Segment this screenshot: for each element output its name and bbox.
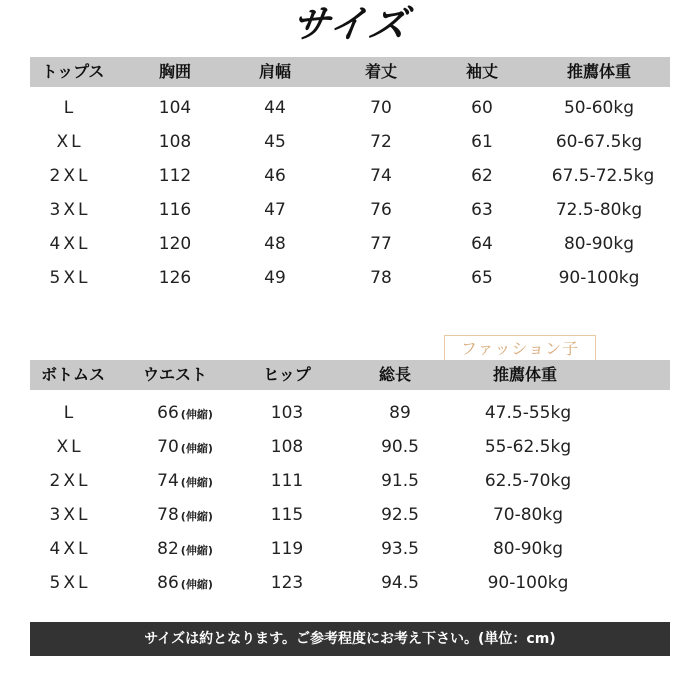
- waist-cell: [157, 396, 213, 432]
- bottoms-header-size: ボトムス: [40, 365, 106, 384]
- tops-header-weight: 推薦体重: [566, 62, 632, 81]
- table-row: [0, 159, 700, 193]
- sleeve-cell: 64: [471, 234, 493, 254]
- waist-value: 86: [157, 573, 179, 593]
- bottoms-header-weight: 推薦体重: [492, 365, 558, 384]
- bottoms-header-length: 総長: [378, 365, 412, 384]
- hip-cell: 111: [270, 471, 304, 491]
- stretch-note: (伸縮): [180, 408, 213, 421]
- tops-header-row: [30, 57, 670, 87]
- weight-cell: 62.5-70kg: [484, 471, 572, 491]
- shoulder-cell: 47: [264, 200, 286, 220]
- weight-cell: 60-67.5kg: [555, 132, 643, 152]
- stretch-note: (伸縮): [180, 544, 213, 557]
- tops-header-size: トップス: [41, 62, 105, 81]
- table-row: [0, 261, 700, 295]
- size-cell: L: [63, 98, 77, 118]
- table-row: [0, 464, 700, 498]
- chest-cell: 126: [158, 268, 192, 288]
- stretch-note: (伸縮): [180, 476, 213, 489]
- sleeve-cell: 63: [471, 200, 493, 220]
- chest-cell: 120: [158, 234, 192, 254]
- sleeve-cell: 62: [471, 166, 493, 186]
- length-cell: 74: [370, 166, 392, 186]
- weight-cell: 80-90kg: [563, 234, 635, 254]
- size-cell: 5XL: [49, 573, 91, 593]
- table-row: [0, 498, 700, 532]
- table-row: [0, 227, 700, 261]
- bottoms-header-waist: ウエスト: [142, 365, 208, 384]
- tops-header-shoulder: 肩幅: [258, 62, 292, 81]
- length-cell: 89: [389, 403, 411, 423]
- waist-cell: [157, 566, 213, 602]
- stretch-note: (伸縮): [180, 510, 213, 523]
- shoulder-cell: 44: [264, 98, 286, 118]
- weight-cell: 90-100kg: [487, 573, 569, 593]
- size-cell: 3XL: [49, 505, 91, 525]
- tops-header-chest: 胸囲: [158, 62, 192, 81]
- length-cell: 76: [370, 200, 392, 220]
- hip-cell: 115: [270, 505, 304, 525]
- size-cell: XL: [56, 132, 84, 152]
- size-cell: 5XL: [49, 268, 91, 288]
- length-cell: 77: [370, 234, 392, 254]
- waist-cell: [157, 430, 213, 466]
- table-row: [0, 532, 700, 566]
- weight-cell: 80-90kg: [492, 539, 564, 559]
- bottoms-header-hip: ヒップ: [263, 365, 311, 384]
- page-title: サイズ: [288, 2, 412, 46]
- hip-cell: 123: [270, 573, 304, 593]
- size-cell: 2XL: [49, 471, 91, 491]
- waist-cell: [157, 532, 213, 568]
- weight-cell: 70-80kg: [492, 505, 564, 525]
- waist-value: 74: [157, 471, 179, 491]
- length-cell: 92.5: [381, 505, 419, 525]
- bottoms-header-row: [30, 360, 670, 390]
- weight-cell: 72.5-80kg: [555, 200, 643, 220]
- table-row: [0, 566, 700, 600]
- waist-value: 82: [157, 539, 179, 559]
- watermark-stamp: ファッション子: [444, 335, 596, 363]
- table-row: [0, 396, 700, 430]
- hip-cell: 108: [270, 437, 304, 457]
- chest-cell: 116: [158, 200, 192, 220]
- chest-cell: 108: [158, 132, 192, 152]
- shoulder-cell: 48: [264, 234, 286, 254]
- weight-cell: 47.5-55kg: [484, 403, 572, 423]
- shoulder-cell: 45: [264, 132, 286, 152]
- waist-cell: [157, 464, 213, 500]
- chest-cell: 112: [158, 166, 192, 186]
- size-cell: 4XL: [49, 234, 91, 254]
- table-row: [0, 91, 700, 125]
- chest-cell: 104: [158, 98, 192, 118]
- hip-cell: 103: [270, 403, 304, 423]
- length-cell: 94.5: [381, 573, 419, 593]
- sleeve-cell: 61: [471, 132, 493, 152]
- footer-note: サイズは約となります。ご参考程度にお考え下さい。(単位：cm): [30, 622, 670, 656]
- length-cell: 91.5: [381, 471, 419, 491]
- hip-cell: 119: [270, 539, 304, 559]
- sleeve-cell: 65: [471, 268, 493, 288]
- length-cell: 78: [370, 268, 392, 288]
- stretch-note: (伸縮): [180, 578, 213, 591]
- weight-cell: 67.5-72.5kg: [551, 166, 655, 186]
- length-cell: 93.5: [381, 539, 419, 559]
- table-row: [0, 125, 700, 159]
- waist-value: 78: [157, 505, 179, 525]
- table-row: [0, 193, 700, 227]
- length-cell: 90.5: [381, 437, 419, 457]
- size-cell: XL: [56, 437, 84, 457]
- waist-value: 66: [157, 403, 179, 423]
- weight-cell: 90-100kg: [558, 268, 640, 288]
- sleeve-cell: 60: [471, 98, 493, 118]
- shoulder-cell: 49: [264, 268, 286, 288]
- waist-value: 70: [157, 437, 179, 457]
- size-cell: 3XL: [49, 200, 91, 220]
- shoulder-cell: 46: [264, 166, 286, 186]
- weight-cell: 55-62.5kg: [484, 437, 572, 457]
- waist-cell: [157, 498, 213, 534]
- size-cell: L: [63, 403, 77, 423]
- length-cell: 70: [370, 98, 392, 118]
- size-cell: 4XL: [49, 539, 91, 559]
- stretch-note: (伸縮): [180, 442, 213, 455]
- table-row: [0, 430, 700, 464]
- tops-header-sleeve: 袖丈: [465, 62, 499, 81]
- weight-cell: 50-60kg: [563, 98, 635, 118]
- length-cell: 72: [370, 132, 392, 152]
- size-cell: 2XL: [49, 166, 91, 186]
- tops-header-length: 着丈: [364, 62, 398, 81]
